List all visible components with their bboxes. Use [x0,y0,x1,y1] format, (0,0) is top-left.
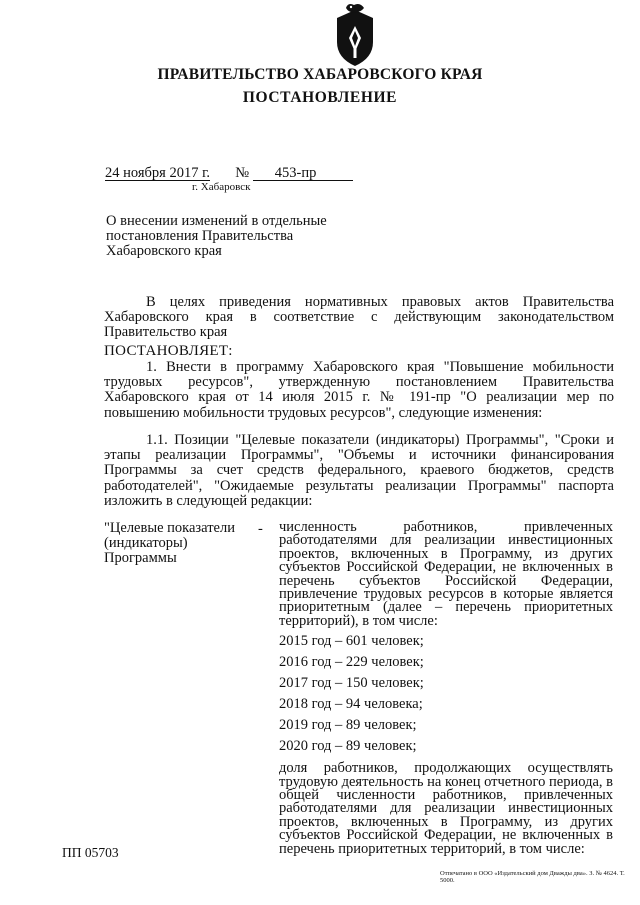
city: г. Хабаровск [192,181,251,193]
year-value-item: 2018 год – 94 человека; [279,696,423,713]
printer-note: Отпечатано в ООО «Издательский дом Дважды два». З. № 4624. Т. 5000. [440,870,625,884]
item-1-paragraph: 1. Внести в программу Хабаровского края "Повышение мобильности трудовых ресурсов", утвержденную постановлением Правительства Хабаровского края от 14 июля 2015 г. № 191-пр "О реализации мер по повышению мобильности трудовых ресурсов", следующие изменения: [104,359,614,421]
government-name: ПРАВИТЕЛЬСТВО ХАБАРОВСКОГО КРАЯ [157,66,483,83]
year-value-item: 2017 год – 150 человек; [279,675,424,692]
number-sign: № [235,165,250,181]
resolves-heading: ПОСТАНОВЛЯЕТ: [104,343,233,359]
indicator-1-text: численность работников, привлеченных работодателями для реализации инвестиционных проектов, включенных в Программу, из других субъектов Российской Федерации, не включенных в перечень субъектов Российской Федерации, привлечение трудовых ресурсов в которые является приоритетным (далее – перечень приоритетных территорий), в том числе: [279,519,613,629]
document-date: 24 ноября 2017 г. [105,165,211,181]
preamble-paragraph: В целях приведения нормативных правовых актов Правительства Хабаровского края в соответствие с действующим законодательством Правительство края [104,294,614,341]
item-1-1-paragraph: 1.1. Позиции "Целевые показатели (индикаторы) Программы", "Сроки и этапы реализации Программы", "Объемы и источники финансирования Программы за счет средств федерального, краевого бюджетов, средств работодателей", "Ожидаемые результаты реализации Программы" паспорта изложить в следующей редакции: [104,432,614,509]
table-left-cell: "Целевые показатели (индикаторы) Программы [104,520,235,566]
document-code: ПП 05703 [62,845,119,860]
document-number: 453-пр [253,166,353,181]
table-dash: - [258,521,263,537]
year-value-item: 2019 год – 89 человек; [279,717,417,734]
table-right-cell [279,521,613,856]
year-value-item: 2020 год – 89 человек; [279,738,417,755]
year-value-item: 2016 год – 229 человек; [279,654,424,671]
date-number-line [105,165,353,182]
coat-of-arms-icon [330,4,380,68]
year-value-item: 2015 год – 601 человек; [279,633,424,650]
document-subject: О внесении изменений в отдельные постановления Правительства Хабаровского края [106,213,327,259]
indicator-2-text: доля работников, продолжающих осуществлять трудовую деятельность на конец отчетного периода, в общей численности работников, привлеченных работодателями для реализации инвестиционных проектов, включенных в Программу, из других субъектов Российской Федерации, не включенных в перечень приоритетных территорий, в том числе: [279,760,613,857]
document-type: ПОСТАНОВЛЕНИЕ [242,89,398,106]
